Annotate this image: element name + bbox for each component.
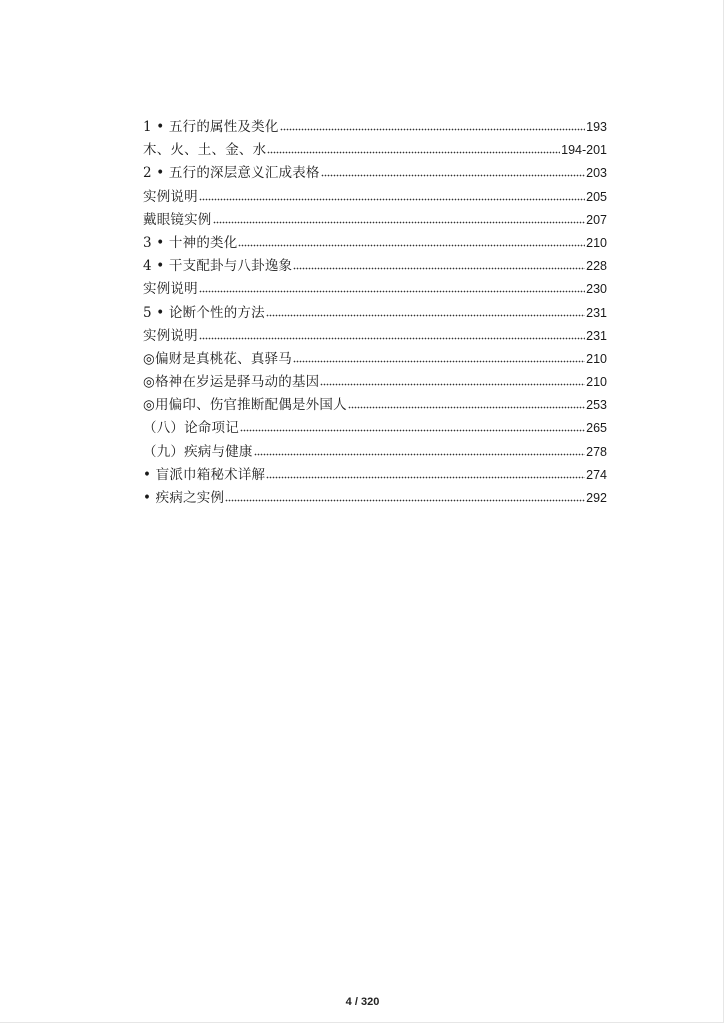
toc-entry-title: 戴眼镜实例	[143, 211, 212, 228]
dot-leader	[348, 397, 585, 409]
toc-entry-page: 194-201	[561, 143, 607, 158]
toc-entry-title: 1 • 五行的属性及类化	[143, 119, 279, 135]
toc-entry[interactable]	[143, 255, 607, 278]
toc-entry-page: 231	[586, 328, 607, 343]
toc-entry-page: 203	[586, 166, 607, 181]
dot-leader	[321, 165, 586, 177]
toc-entry-page: 274	[586, 467, 607, 482]
toc-entry-page: 230	[586, 282, 607, 297]
toc-entry-page: 210	[586, 375, 607, 390]
toc-entry[interactable]	[143, 278, 607, 301]
dot-leader	[199, 281, 585, 293]
toc-entry-page: 228	[586, 259, 607, 274]
dot-leader	[240, 420, 585, 432]
dot-leader	[320, 374, 585, 386]
toc-entry-title: 3 • 十神的类化	[143, 234, 238, 251]
toc-entry[interactable]	[143, 186, 607, 209]
toc-entry-page: 205	[586, 189, 607, 204]
toc-entry[interactable]	[143, 441, 607, 464]
toc-entry[interactable]	[143, 325, 607, 348]
toc-entry-page: 278	[586, 444, 607, 459]
toc-entry-title: 实例说明	[143, 281, 198, 298]
toc-entry-page: 231	[586, 305, 607, 320]
toc-entry[interactable]	[143, 348, 607, 371]
toc-entry[interactable]	[143, 417, 607, 440]
dot-leader	[267, 142, 560, 154]
page-number-indicator: 4 / 320	[345, 996, 380, 1008]
toc-entry[interactable]	[143, 487, 607, 510]
toc-entry-page: 207	[586, 212, 607, 227]
toc-entry-title: ◎用偏印、伤官推断配偶是外国人	[143, 397, 347, 414]
dot-leader	[213, 212, 586, 224]
dot-leader	[238, 235, 585, 247]
dot-leader	[266, 305, 585, 317]
toc-entry[interactable]	[143, 209, 607, 232]
dot-leader	[254, 444, 586, 456]
toc-entry-title: ◎偏财是真桃花、真驿马	[143, 350, 292, 367]
toc-entry[interactable]	[143, 464, 607, 487]
toc-entry[interactable]	[143, 139, 607, 162]
toc-entry-title: （九）疾病与健康	[143, 443, 253, 460]
dot-leader	[293, 258, 585, 270]
toc-entry-title: • 盲派巾箱秘术详解	[143, 466, 266, 483]
toc-entry[interactable]	[143, 116, 607, 139]
dot-leader	[266, 467, 585, 479]
toc-entry-page: 193	[586, 120, 607, 134]
toc-entry-title: 实例说明	[143, 327, 198, 344]
toc-entry-title: （八）论命项记	[143, 420, 239, 437]
toc-entry-page: 253	[586, 398, 607, 413]
toc-entry-title: ◎格神在岁运是驿马动的基因	[143, 374, 320, 391]
toc-entry[interactable]	[143, 371, 607, 394]
toc-entry-title: 实例说明	[143, 188, 198, 205]
toc-entry-title: • 疾病之实例	[143, 490, 225, 506]
toc-entry-page: 210	[586, 351, 607, 366]
dot-leader	[199, 328, 585, 340]
toc-entry-title: 木、火、土、金、水	[143, 142, 267, 159]
toc-entry[interactable]	[143, 232, 607, 255]
dot-leader	[225, 490, 585, 502]
toc-entry-title: 5 • 论断个性的方法	[143, 304, 265, 321]
toc-entry[interactable]	[143, 162, 607, 185]
toc-entry[interactable]	[143, 394, 607, 417]
toc-entry-page: 292	[586, 491, 607, 505]
toc-entry[interactable]	[143, 302, 607, 325]
dot-leader	[293, 351, 585, 363]
toc-entry-title: 4 • 干支配卦与八卦逸象	[143, 258, 293, 275]
table-of-contents	[143, 116, 607, 510]
toc-entry-page: 265	[586, 421, 607, 436]
toc-entry-title: 2 • 五行的深层意义汇成表格	[143, 165, 320, 182]
dot-leader	[280, 119, 586, 131]
dot-leader	[199, 189, 585, 201]
toc-entry-page: 210	[586, 235, 607, 250]
